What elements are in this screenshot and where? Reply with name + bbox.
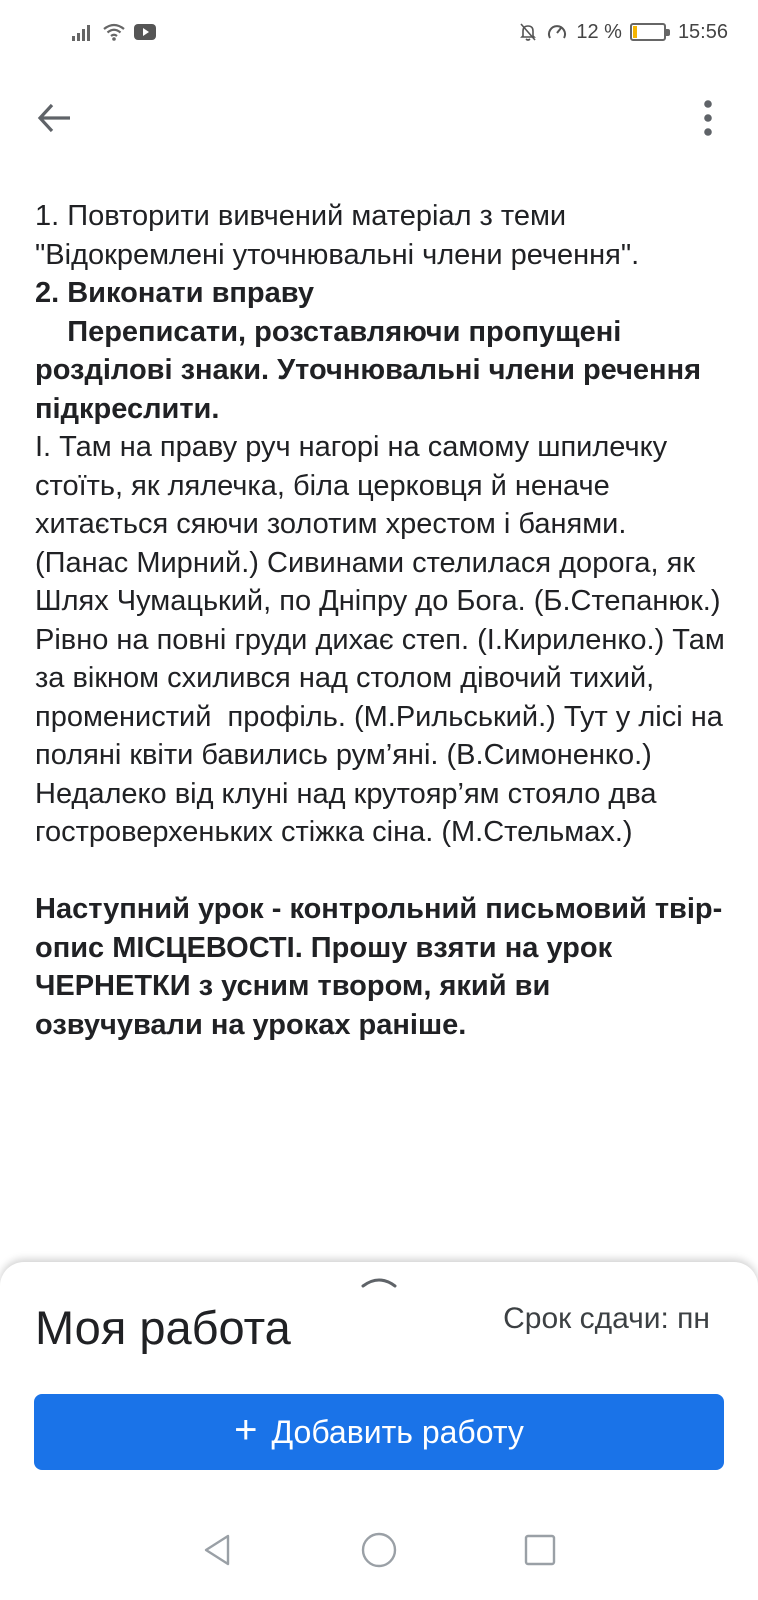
nav-recents-button[interactable] (518, 1530, 562, 1574)
spacer (35, 852, 725, 891)
clock: 15:56 (677, 20, 728, 43)
exercise-instruction: Переписати, розставляючи пропущені розділові знаки. Уточнювальні члени речення підкреслити. (35, 315, 710, 425)
nav-home-button[interactable] (357, 1530, 401, 1574)
battery-icon (630, 23, 666, 41)
mute-icon (518, 22, 538, 42)
nav-home-icon (359, 1530, 399, 1575)
exercise-heading: 2. Виконати вправу (35, 277, 315, 309)
status-bar-left (72, 23, 156, 41)
nav-back-button[interactable] (196, 1530, 240, 1574)
youtube-icon (134, 24, 156, 40)
battery-percent: 12 % (576, 20, 622, 43)
more-options-button[interactable] (696, 98, 720, 142)
exercise-text: І. Там на праву руч нагорі на самому шпилечку стоїть, як лялечка, біла церковця й неначе хитається сяючи золотим хрестом і банями. (Панас Мирний.) Сивинами стелилася дорога, як Шлях Чумацький, по Дніпру до Бога. (Б.Степанюк.) Рівно на повні груди дихає степ. (І.Кириленко.) Там за вікном схилився над столом дівочий тихий, променистий профіль. (М.Рильський.) Тут у лісі на поляні квіти бавились рум’яні. (В.Симоненко.) Недалеко від клуні над крутояр’ям стояло два гостроверхеньких стіжка сіна. (М.Стельмах.) (35, 431, 733, 848)
nav-recents-icon (523, 1533, 557, 1572)
next-lesson-note: Наступний урок - контрольний письмовий твір-опис МІСЦЕВОСТІ. Прошу взяти на урок ЧЕРНЕТКИ з усним твором, який ви озвучували на уроках раніше. (35, 893, 723, 1041)
more-vert-icon (703, 98, 713, 143)
plus-icon: + (234, 1408, 258, 1452)
wifi-icon (102, 23, 126, 41)
status-bar (0, 0, 758, 64)
app-bar (0, 80, 758, 160)
due-date: Срок сдачи: пн (503, 1302, 710, 1335)
battery-level-fill (633, 26, 637, 38)
expand-sheet-handle[interactable] (359, 1272, 399, 1296)
instruction-repeat: 1. Повторити вивчений матеріал з теми "Відокремлені уточнювальні члени речення". (35, 200, 640, 271)
assignment-description (35, 197, 733, 1044)
back-button[interactable] (32, 98, 76, 142)
system-nav-bar (0, 1502, 758, 1600)
arrow-back-icon (34, 98, 74, 143)
my-work-title: Моя работа (35, 1301, 291, 1354)
data-saver-icon (546, 22, 568, 42)
chevron-up-icon (359, 1274, 399, 1295)
add-work-button[interactable] (34, 1394, 724, 1470)
signal-icon (72, 23, 94, 41)
add-work-label: Добавить работу (271, 1413, 524, 1450)
nav-back-icon (200, 1532, 236, 1573)
status-bar-right (518, 21, 728, 44)
my-work-sheet (0, 1262, 758, 1502)
